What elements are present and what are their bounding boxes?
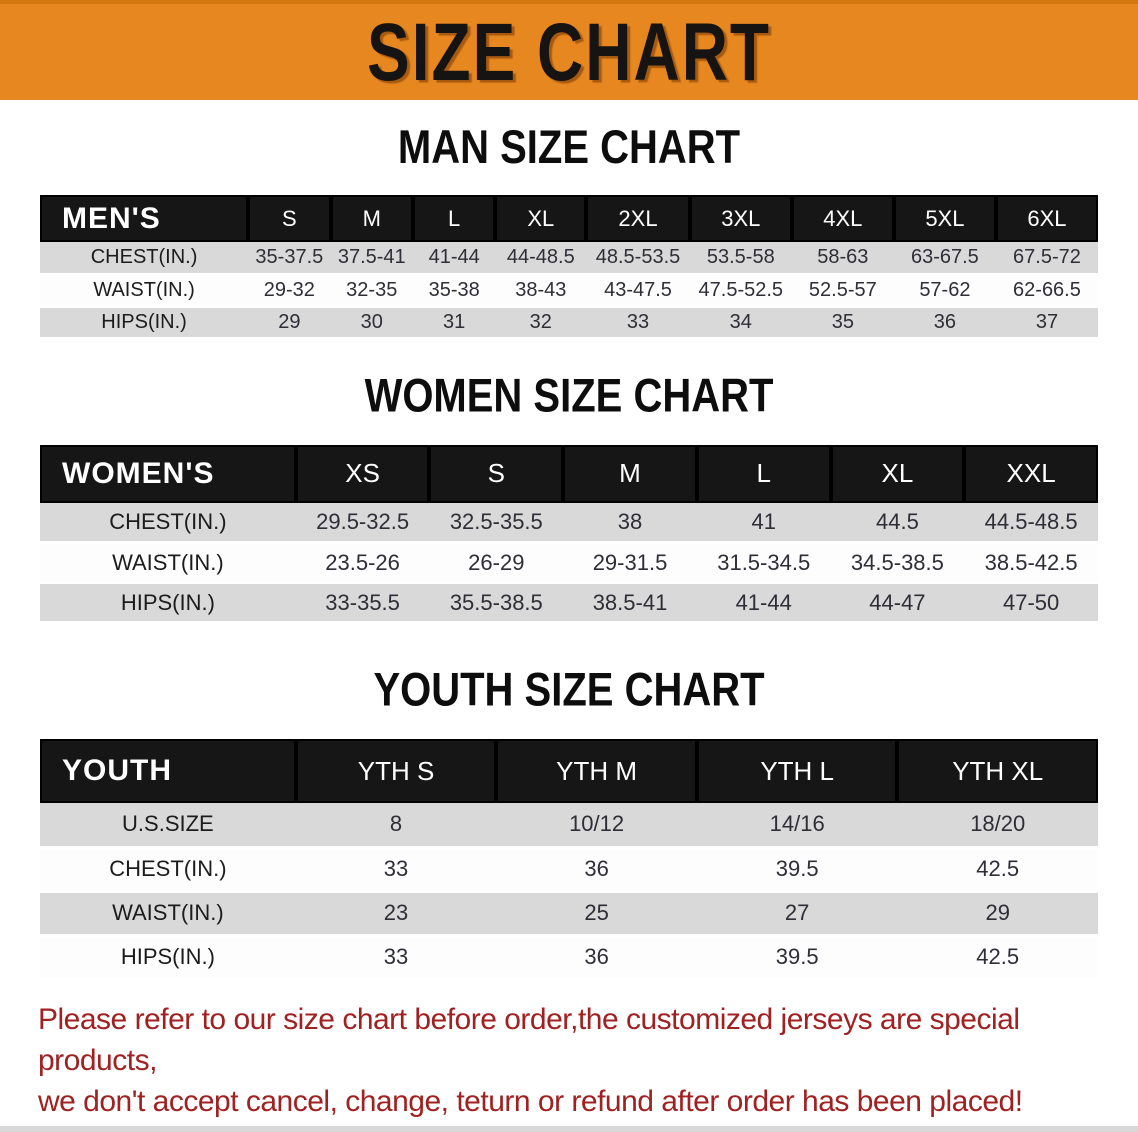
row-label: CHEST(IN.) (90, 245, 198, 268)
table-row (40, 847, 1098, 891)
size-value-cell: 57-62 (919, 278, 971, 301)
bottom-edge-strip (0, 1126, 1138, 1132)
size-value-cell: 29-31.5 (592, 549, 668, 575)
size-value-cell: 63-67.5 (910, 245, 979, 268)
size-value-cell: 47.5-52.5 (698, 278, 784, 301)
table-row (40, 891, 1098, 935)
table-row (40, 306, 1098, 338)
table-row (40, 935, 1098, 979)
table-corner-label: WOMEN'S (40, 445, 296, 503)
size-value-cell: 26-29 (468, 549, 525, 575)
youth-section-title: YOUTH SIZE CHART (373, 663, 765, 716)
size-value-cell: 23.5-26 (325, 549, 400, 575)
size-column-header: M (331, 195, 413, 242)
size-value-cell: 48.5-53.5 (595, 245, 681, 268)
size-value-cell: 36 (933, 310, 957, 333)
size-value-cell: 67.5-72 (1013, 245, 1081, 268)
size-value-cell: 44-48.5 (506, 245, 575, 268)
size-value-cell: 44.5 (876, 508, 919, 534)
size-value-cell: 10/12 (569, 811, 625, 837)
size-value-cell: 53.5-58 (706, 245, 775, 268)
row-label: WAIST(IN.) (93, 278, 195, 301)
size-value-cell: 32.5-35.5 (449, 508, 543, 534)
row-label: WAIST(IN.) (112, 900, 224, 925)
table-corner-label: MEN'S (40, 195, 248, 242)
size-value-cell: 37.5-41 (337, 245, 406, 268)
row-label: CHEST(IN.) (109, 856, 227, 881)
size-value-cell: 39.5 (775, 944, 819, 969)
size-value-cell: 38.5-41 (592, 589, 668, 615)
table-row (40, 274, 1098, 306)
size-value-cell: 35-37.5 (255, 245, 324, 268)
size-value-cell: 44-47 (869, 589, 926, 615)
size-value-cell: 33 (626, 310, 650, 333)
size-column-header: M (563, 445, 697, 503)
row-label: U.S.SIZE (122, 811, 214, 837)
table-corner-label: YOUTH (40, 739, 296, 803)
page-title: SIZE CHART (367, 5, 771, 99)
size-value-cell: 35 (831, 310, 854, 333)
youth-size-section (0, 663, 1138, 981)
size-column-header: 2XL (586, 195, 690, 242)
size-column-header: YTH S (296, 739, 497, 803)
size-value-cell: 38.5-42.5 (984, 549, 1078, 575)
table-row (40, 503, 1098, 543)
disclaimer (0, 999, 1138, 1122)
size-column-header: YTH XL (897, 739, 1098, 803)
youth-size-table (40, 739, 1098, 981)
size-value-cell: 58-63 (817, 245, 869, 268)
size-value-cell: 18/20 (970, 811, 1026, 837)
size-value-cell: 29-32 (263, 278, 315, 301)
size-value-cell: 32-35 (346, 278, 398, 301)
row-label: HIPS(IN.) (120, 589, 215, 615)
size-value-cell: 31 (443, 310, 466, 333)
size-value-cell: 34.5-38.5 (850, 549, 944, 575)
size-value-cell: 42.5 (976, 944, 1020, 969)
size-column-header: L (413, 195, 495, 242)
table-row (40, 242, 1098, 274)
size-value-cell: 23 (383, 900, 409, 925)
size-value-cell: 31.5-34.5 (717, 549, 811, 575)
size-value-cell: 29.5-32.5 (316, 508, 410, 534)
size-value-cell: 36 (584, 944, 609, 969)
row-label: CHEST(IN.) (109, 508, 227, 534)
size-value-cell: 41-44 (428, 245, 480, 268)
size-value-cell: 37 (1035, 310, 1059, 333)
disclaimer-line-1: Please refer to our size chart before order,the customized jerseys are special products, (38, 1002, 1020, 1077)
size-value-cell: 47-50 (1002, 589, 1060, 615)
size-column-header: XL (831, 445, 965, 503)
man-size-table (40, 195, 1098, 340)
disclaimer-line-2: we don't accept cancel, change, teturn or refund after order has been placed! (38, 1084, 1023, 1118)
size-column-header: S (248, 195, 330, 242)
size-value-cell: 35-38 (428, 278, 480, 301)
size-column-header: L (697, 445, 831, 503)
size-value-cell: 32 (529, 310, 552, 333)
row-label: HIPS(IN.) (101, 310, 187, 333)
size-value-cell: 33-35.5 (325, 589, 400, 615)
size-column-header: 3XL (690, 195, 792, 242)
women-size-section (0, 369, 1138, 625)
size-column-header: YTH M (496, 739, 697, 803)
size-value-cell: 44.5-48.5 (984, 508, 1078, 534)
size-column-header: S (429, 445, 563, 503)
banner (0, 0, 1138, 100)
table-row (40, 803, 1098, 847)
size-value-cell: 62-66.5 (1013, 278, 1081, 301)
size-value-cell: 14/16 (769, 811, 825, 837)
size-value-cell: 35.5-38.5 (449, 589, 543, 615)
size-value-cell: 25 (584, 900, 609, 925)
size-column-header: XL (495, 195, 586, 242)
size-column-header: XXL (964, 445, 1098, 503)
table-row (40, 583, 1098, 623)
size-value-cell: 52.5-57 (808, 278, 877, 301)
size-column-header: 6XL (996, 195, 1098, 242)
man-section-title: MAN SIZE CHART (397, 121, 741, 174)
size-value-cell: 29 (278, 310, 301, 333)
size-value-cell: 39.5 (775, 856, 819, 881)
size-column-header: XS (296, 445, 430, 503)
size-value-cell: 42.5 (976, 856, 1020, 881)
size-value-cell: 41 (751, 508, 776, 534)
size-value-cell: 38-43 (515, 278, 567, 301)
size-value-cell: 29 (985, 900, 1010, 925)
size-value-cell: 34 (729, 310, 752, 333)
size-value-cell: 41-44 (735, 589, 792, 615)
size-value-cell: 33 (383, 856, 409, 881)
size-value-cell: 30 (360, 310, 383, 333)
size-value-cell: 38 (617, 508, 643, 534)
size-value-cell: 36 (584, 856, 609, 881)
women-size-table (40, 445, 1098, 625)
size-value-cell: 43-47.5 (604, 278, 672, 301)
size-value-cell: 27 (784, 900, 810, 925)
row-label: HIPS(IN.) (120, 944, 215, 969)
size-value-cell: 33 (383, 944, 409, 969)
row-label: WAIST(IN.) (112, 549, 224, 575)
women-section-title: WOMEN SIZE CHART (364, 369, 774, 422)
size-column-header: 4XL (792, 195, 894, 242)
man-size-section (0, 121, 1138, 340)
table-row (40, 543, 1098, 583)
size-column-header: YTH L (697, 739, 898, 803)
size-column-header: 5XL (894, 195, 996, 242)
size-value-cell: 8 (389, 811, 403, 837)
